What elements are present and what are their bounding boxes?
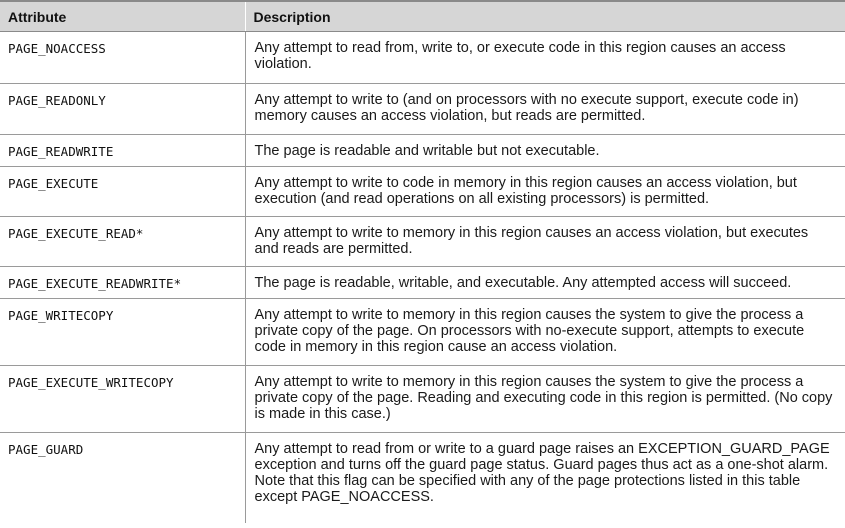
attribute-cell: PAGE_GUARD xyxy=(8,442,84,457)
attribute-cell: PAGE_EXECUTE xyxy=(0,167,245,217)
description-cell: Any attempt to write to (and on processors with no execute support, execute code in) memory causes an access violation, but reads are permitted. xyxy=(245,84,845,135)
attribute-cell: PAGE_READONLY xyxy=(0,84,245,135)
attribute-cell: PAGE_NOACCESS xyxy=(0,32,245,84)
table-row xyxy=(0,84,845,135)
table-row xyxy=(0,32,845,84)
attribute-cell: PAGE_EXECUTE_READWRITE* xyxy=(0,267,245,299)
header-description: Description xyxy=(245,1,845,32)
table-row xyxy=(0,366,845,433)
description-cell: Any attempt to write to code in memory in this region causes an access violation, but execution (and read operations on all existing processors) is permitted. xyxy=(245,167,845,217)
description-cell: The page is readable, writable, and executable. Any attempted access will succeed. xyxy=(245,267,845,299)
table-row xyxy=(0,167,845,217)
attribute-cell: PAGE_EXECUTE_READ* xyxy=(0,217,245,267)
description-cell: Any attempt to write to memory in this region causes an access violation, but executes and reads are permitted. xyxy=(245,217,845,267)
table-row xyxy=(0,433,845,523)
table-row xyxy=(0,217,845,267)
description-cell: Any attempt to write to memory in this region causes the system to give the process a private copy of the page. On processors with no-execute support, attempts to execute code in memory in this region cause an access violation. xyxy=(245,299,845,366)
table-row xyxy=(0,267,845,299)
attribute-cell: PAGE_READWRITE xyxy=(0,135,245,167)
description-cell: Any attempt to read from, write to, or execute code in this region causes an access violation. xyxy=(245,32,845,84)
attribute-cell: PAGE_WRITECOPY xyxy=(0,299,245,366)
description-cell: Any attempt to write to memory in this region causes the system to give the process a private copy of the page. Reading and executing code in this region is permitted. (No copy is made in this case.) xyxy=(245,366,845,433)
attribute-cell: PAGE_EXECUTE_WRITECOPY xyxy=(0,366,245,433)
table-header-row xyxy=(0,1,845,32)
description-cell: Any attempt to read from or write to a guard page raises an EXCEPTION_GUARD_PAGE exception and turns off the guard page status. Guard pages thus act as a one-shot alarm. Note that this flag can be specified with any of the page protections listed in this table except PAGE_NOACCESS. xyxy=(245,433,845,523)
description-cell: The page is readable and writable but not executable. xyxy=(245,135,845,167)
table-row xyxy=(0,299,845,366)
table-row xyxy=(0,135,845,167)
header-attribute: Attribute xyxy=(0,1,245,32)
